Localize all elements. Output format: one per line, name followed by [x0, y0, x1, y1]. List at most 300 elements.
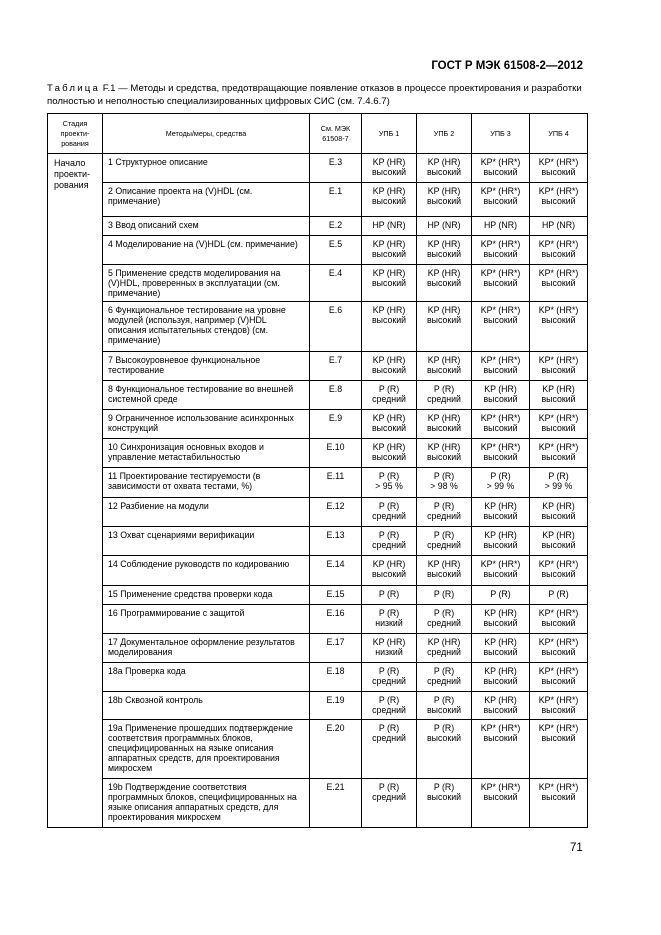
method-cell: 8 Функциональное тестирование во внешней системной среде	[103, 380, 310, 409]
effectiveness-value: высокий	[541, 791, 576, 802]
ref-cell: E.10	[310, 438, 362, 467]
stage-cell: Начало проекти-рования	[48, 154, 103, 828]
upb3-cell	[472, 604, 530, 633]
upb4-cell	[530, 217, 588, 236]
upb4-cell	[530, 555, 588, 585]
effectiveness-value: высокий	[426, 196, 462, 207]
effectiveness-value: высокий	[483, 791, 518, 802]
upb1-cell	[362, 585, 417, 604]
upb4-cell	[530, 691, 588, 719]
effectiveness-value: средний	[372, 704, 406, 715]
upb3-cell	[472, 633, 530, 662]
upb3-cell	[472, 154, 530, 183]
recommendation-value: KP* (HR*)	[538, 665, 579, 676]
recommendation-value: KP* (HR*)	[480, 781, 521, 792]
upb3-cell	[472, 691, 530, 719]
ref-cell: E.20	[310, 719, 362, 778]
upb3-cell	[472, 236, 530, 265]
recommendation-value: P (R)	[433, 529, 455, 540]
recommendation-value: HP (NR)	[541, 220, 576, 230]
header-ref: См. МЭК 61508-7	[310, 114, 362, 154]
effectiveness-value: низкий	[375, 617, 403, 628]
recommendation-value: P (R)	[378, 694, 400, 705]
table-row	[48, 526, 588, 555]
ref-cell: E.3	[310, 154, 362, 183]
effectiveness-value: > 99 %	[486, 480, 515, 491]
upb1-cell	[362, 183, 417, 217]
upb4-cell	[530, 662, 588, 691]
ref-cell: E.14	[310, 555, 362, 585]
effectiveness-value: высокий	[483, 510, 518, 521]
effectiveness-value: высокий	[541, 393, 576, 404]
recommendation-value: P (R)	[490, 470, 511, 481]
recommendation-value: HP (NR)	[427, 220, 461, 230]
effectiveness-value: высокий	[483, 451, 518, 462]
upb2-cell	[417, 555, 472, 585]
recommendation-value: KP (HR)	[372, 268, 406, 278]
recommendation-value: KP (HR)	[484, 383, 517, 394]
upb4-cell	[530, 409, 588, 438]
ref-cell: E.7	[310, 351, 362, 380]
effectiveness-value: средний	[372, 393, 406, 404]
effectiveness-value: высокий	[371, 364, 407, 375]
recommendation-value: P (R)	[378, 529, 400, 540]
recommendation-value: P (R)	[433, 694, 455, 705]
ref-cell: E.12	[310, 497, 362, 526]
recommendation-value: P (R)	[378, 470, 400, 481]
upb3-cell	[472, 217, 530, 236]
upb3-cell	[472, 585, 530, 604]
table-row	[48, 633, 588, 662]
method-cell: 11 Проектирование тестируемости (в зависимости от охвата тестами, %)	[103, 467, 310, 497]
effectiveness-value: средний	[427, 646, 461, 657]
upb3-cell	[472, 301, 530, 351]
effectiveness-value: средний	[427, 539, 461, 550]
effectiveness-value: высокий	[483, 617, 518, 628]
ref-cell: E.17	[310, 633, 362, 662]
recommendation-value: P (R)	[433, 781, 455, 792]
upb2-cell	[417, 265, 472, 302]
table-row	[48, 380, 588, 409]
recommendation-value: KP (HR)	[484, 529, 517, 540]
recommendation-value: P (R)	[433, 470, 455, 481]
upb3-cell	[472, 467, 530, 497]
table-row	[48, 467, 588, 497]
recommendation-value: KP (HR)	[372, 354, 406, 365]
recommendation-value: KP* (HR*)	[538, 354, 579, 365]
recommendation-value: KP (HR)	[484, 636, 517, 647]
recommendation-value: P (R)	[378, 588, 400, 599]
table-row	[48, 778, 588, 827]
recommendation-value: KP* (HR*)	[480, 412, 521, 423]
upb2-cell	[417, 217, 472, 236]
effectiveness-value: высокий	[426, 732, 462, 743]
effectiveness-value: средний	[372, 732, 406, 743]
upb1-cell	[362, 265, 417, 302]
recommendation-value: KP* (HR*)	[480, 304, 521, 315]
ref-cell: E.2	[310, 217, 362, 236]
upb1-cell	[362, 409, 417, 438]
ref-cell: E.13	[310, 526, 362, 555]
upb3-cell	[472, 438, 530, 467]
effectiveness-value: высокий	[483, 675, 518, 686]
upb2-cell	[417, 467, 472, 497]
method-cell: 16 Программирование с защитой	[103, 604, 310, 633]
recommendation-value: KP (HR)	[427, 239, 461, 249]
upb2-cell	[417, 691, 472, 719]
recommendation-value: KP* (HR*)	[538, 239, 579, 249]
upb2-cell	[417, 351, 472, 380]
effectiveness-value: высокий	[483, 539, 518, 550]
method-cell: 19b Подтверждение соответствия программных блоков, специфицированных на языке описания аппаратных средств, для проектирования микросхем	[103, 778, 310, 827]
recommendation-value: KP* (HR*)	[480, 558, 521, 569]
recommendation-value: KP (HR)	[484, 665, 517, 676]
upb2-cell	[417, 585, 472, 604]
effectiveness-value: высокий	[541, 704, 576, 715]
upb3-cell	[472, 183, 530, 217]
effectiveness-value: высокий	[541, 675, 576, 686]
upb1-cell	[362, 217, 417, 236]
effectiveness-value: высокий	[371, 451, 407, 462]
effectiveness-value: высокий	[426, 278, 462, 289]
ref-cell: E.19	[310, 691, 362, 719]
recommendation-value: KP* (HR*)	[538, 268, 579, 278]
upb1-cell	[362, 662, 417, 691]
effectiveness-value: высокий	[483, 646, 518, 657]
upb2-cell	[417, 633, 472, 662]
recommendation-value: P (R)	[378, 665, 400, 676]
effectiveness-value: высокий	[541, 539, 576, 550]
method-cell: 10 Синхронизация основных входов и управление метастабильностью	[103, 438, 310, 467]
effectiveness-value: низкий	[375, 646, 403, 657]
recommendation-value: KP (HR)	[372, 636, 406, 647]
upb2-cell	[417, 380, 472, 409]
recommendation-value: KP* (HR*)	[538, 636, 579, 647]
upb1-cell	[362, 351, 417, 380]
upb4-cell	[530, 778, 588, 827]
effectiveness-value: высокий	[483, 704, 518, 715]
recommendation-value: KP (HR)	[484, 694, 517, 705]
ref-cell: E.6	[310, 301, 362, 351]
effectiveness-value: высокий	[541, 646, 576, 657]
upb4-cell	[530, 236, 588, 265]
upb4-cell	[530, 585, 588, 604]
effectiveness-value: высокий	[541, 167, 576, 178]
effectiveness-value: высокий	[483, 249, 518, 260]
effectiveness-value: средний	[427, 675, 461, 686]
method-cell: 18b Сквозной контроль	[103, 691, 310, 719]
upb1-cell	[362, 438, 417, 467]
upb2-cell	[417, 438, 472, 467]
upb1-cell	[362, 691, 417, 719]
recommendation-value: P (R)	[548, 470, 569, 481]
recommendation-value: KP* (HR*)	[538, 694, 579, 705]
recommendation-value: KP* (HR*)	[480, 354, 521, 365]
upb2-cell	[417, 409, 472, 438]
recommendation-value: KP* (HR*)	[480, 239, 521, 249]
upb4-cell	[530, 526, 588, 555]
header-row	[48, 114, 588, 154]
header-upb2: УПБ 2	[417, 114, 472, 154]
effectiveness-value: средний	[372, 539, 406, 550]
table-row	[48, 719, 588, 778]
effectiveness-value: высокий	[541, 451, 576, 462]
method-cell: 3 Ввод описаний схем	[103, 217, 310, 236]
effectiveness-value: высокий	[371, 314, 407, 325]
recommendation-value: KP (HR)	[542, 383, 575, 394]
header-upb1: УПБ 1	[362, 114, 417, 154]
header-methods: Методы/меры, средства	[103, 114, 310, 154]
effectiveness-value: высокий	[541, 617, 576, 628]
recommendation-value: P (R)	[433, 722, 455, 733]
table-row	[48, 691, 588, 719]
method-cell: 17 Документальное оформление результатов моделирования	[103, 633, 310, 662]
table-row	[48, 662, 588, 691]
table-row	[48, 351, 588, 380]
effectiveness-value: высокий	[426, 791, 462, 802]
recommendation-value: KP (HR)	[372, 186, 406, 196]
ref-cell: E.1	[310, 183, 362, 217]
recommendation-value: HP (NR)	[372, 220, 406, 230]
upb1-cell	[362, 719, 417, 778]
ref-cell: E.8	[310, 380, 362, 409]
page-number: 71	[570, 842, 583, 854]
effectiveness-value: средний	[372, 675, 406, 686]
upb4-cell	[530, 719, 588, 778]
upb3-cell	[472, 265, 530, 302]
recommendation-value: P (R)	[433, 588, 455, 599]
recommendation-value: KP (HR)	[372, 441, 406, 452]
recommendation-value: KP* (HR*)	[538, 304, 579, 315]
recommendation-value: KP* (HR*)	[538, 607, 579, 618]
effectiveness-value: высокий	[426, 167, 462, 178]
ref-cell: E.15	[310, 585, 362, 604]
recommendation-value: KP* (HR*)	[538, 558, 579, 569]
recommendation-value: P (R)	[433, 665, 455, 676]
upb2-cell	[417, 719, 472, 778]
recommendation-value: KP (HR)	[372, 304, 406, 315]
upb3-cell	[472, 719, 530, 778]
method-cell: 4 Моделирование на (V)HDL (см. примечание)	[103, 236, 310, 265]
recommendation-value: KP (HR)	[484, 607, 517, 618]
recommendation-value: KP* (HR*)	[538, 722, 579, 733]
recommendation-value: KP* (HR*)	[538, 781, 579, 792]
effectiveness-value: высокий	[483, 196, 518, 207]
upb1-cell	[362, 236, 417, 265]
recommendation-value: KP* (HR*)	[538, 157, 579, 167]
upb1-cell	[362, 633, 417, 662]
upb3-cell	[472, 662, 530, 691]
recommendation-value: P (R)	[378, 500, 400, 511]
recommendation-value: KP (HR)	[427, 186, 461, 196]
method-cell: 13 Охват сценариями верификации	[103, 526, 310, 555]
ref-cell: E.11	[310, 467, 362, 497]
recommendation-value: KP (HR)	[484, 500, 517, 511]
effectiveness-value: высокий	[371, 249, 407, 260]
upb4-cell	[530, 183, 588, 217]
effectiveness-value: высокий	[426, 422, 462, 433]
recommendation-value: P (R)	[378, 607, 400, 618]
recommendation-value: KP (HR)	[427, 441, 461, 452]
recommendation-value: P (R)	[378, 722, 400, 733]
upb1-cell	[362, 301, 417, 351]
effectiveness-value: высокий	[541, 732, 576, 743]
effectiveness-value: высокий	[483, 314, 518, 325]
effectiveness-value: высокий	[483, 393, 518, 404]
recommendation-value: KP (HR)	[372, 558, 406, 569]
effectiveness-value: высокий	[483, 422, 518, 433]
recommendation-value: KP (HR)	[542, 529, 575, 540]
caption-label: Таблица	[47, 83, 101, 94]
effectiveness-value: средний	[427, 393, 461, 404]
effectiveness-value: высокий	[371, 422, 407, 433]
upb2-cell	[417, 778, 472, 827]
effectiveness-value: высокий	[541, 249, 576, 260]
effectiveness-value: высокий	[426, 451, 462, 462]
method-cell: 12 Разбиение на модули	[103, 497, 310, 526]
recommendation-value: KP* (HR*)	[480, 722, 521, 733]
table-row	[48, 497, 588, 526]
ref-cell: E.21	[310, 778, 362, 827]
effectiveness-value: высокий	[541, 422, 576, 433]
method-cell: 6 Функциональное тестирование на уровне модулей (используя, например (V)HDL описания испытательных стендов) (см. примечание)	[103, 301, 310, 351]
upb2-cell	[417, 497, 472, 526]
effectiveness-value: средний	[372, 791, 406, 802]
header-upb4: УПБ 4	[530, 114, 588, 154]
recommendation-value: KP (HR)	[372, 157, 406, 167]
recommendation-value: P (R)	[433, 500, 455, 511]
ref-cell: E.16	[310, 604, 362, 633]
table-row	[48, 301, 588, 351]
upb1-cell	[362, 555, 417, 585]
upb2-cell	[417, 526, 472, 555]
upb2-cell	[417, 301, 472, 351]
upb3-cell	[472, 778, 530, 827]
method-cell: 9 Ограниченное использование асинхронных конструкций	[103, 409, 310, 438]
ref-cell: E.18	[310, 662, 362, 691]
recommendation-value: KP (HR)	[542, 500, 575, 511]
upb4-cell	[530, 154, 588, 183]
recommendation-value: HP (NR)	[483, 220, 518, 230]
effectiveness-value: высокий	[371, 196, 407, 207]
recommendation-value: P (R)	[490, 588, 511, 599]
recommendation-value: KP (HR)	[427, 268, 461, 278]
recommendation-value: KP (HR)	[427, 558, 461, 569]
effectiveness-value: высокий	[483, 732, 518, 743]
upb4-cell	[530, 604, 588, 633]
upb4-cell	[530, 467, 588, 497]
method-cell: 7 Высокоуровневое функциональное тестирование	[103, 351, 310, 380]
method-cell: 19a Применение прошедших подтверждение соответствия программных блоков, специфицированных на языке описания аппаратных средств, для проектирования микросхем	[103, 719, 310, 778]
table-row	[48, 585, 588, 604]
upb1-cell	[362, 526, 417, 555]
recommendation-value: KP* (HR*)	[480, 157, 521, 167]
method-cell: 18a Проверка кода	[103, 662, 310, 691]
upb4-cell	[530, 633, 588, 662]
recommendation-value: P (R)	[378, 383, 400, 394]
upb3-cell	[472, 351, 530, 380]
recommendation-value: P (R)	[433, 383, 455, 394]
effectiveness-value: высокий	[426, 249, 462, 260]
effectiveness-value: высокий	[541, 278, 576, 289]
upb4-cell	[530, 438, 588, 467]
table-row	[48, 217, 588, 236]
table-row	[48, 604, 588, 633]
upb4-cell	[530, 265, 588, 302]
method-cell: 14 Соблюдение руководств по кодированию	[103, 555, 310, 585]
recommendation-value: P (R)	[433, 607, 455, 618]
upb3-cell	[472, 497, 530, 526]
effectiveness-value: высокий	[483, 364, 518, 375]
effectiveness-value: средний	[372, 510, 406, 521]
upb3-cell	[472, 380, 530, 409]
recommendation-value: P (R)	[378, 781, 400, 792]
recommendation-value: KP (HR)	[427, 354, 461, 365]
upb1-cell	[362, 604, 417, 633]
recommendation-value: KP (HR)	[427, 157, 461, 167]
recommendation-value: KP (HR)	[372, 239, 406, 249]
upb1-cell	[362, 778, 417, 827]
effectiveness-value: высокий	[483, 278, 518, 289]
effectiveness-value: средний	[427, 510, 461, 521]
upb2-cell	[417, 662, 472, 691]
effectiveness-value: высокий	[371, 167, 407, 178]
effectiveness-value: высокий	[541, 196, 576, 207]
table-row	[48, 409, 588, 438]
method-cell: 5 Применение средств моделирования на (V)HDL, проверенных в эксплуатации (см. примечание)	[103, 265, 310, 302]
standard-header: ГОСТ Р МЭК 61508-2—2012	[431, 60, 583, 72]
methods-table	[47, 113, 588, 828]
upb1-cell	[362, 467, 417, 497]
effectiveness-value: средний	[427, 617, 461, 628]
upb4-cell	[530, 351, 588, 380]
upb1-cell	[362, 380, 417, 409]
recommendation-value: KP* (HR*)	[538, 441, 579, 452]
effectiveness-value: высокий	[371, 568, 407, 579]
effectiveness-value: высокий	[426, 704, 462, 715]
table-row	[48, 154, 588, 183]
upb1-cell	[362, 497, 417, 526]
recommendation-value: KP* (HR*)	[480, 268, 521, 278]
recommendation-value: KP* (HR*)	[538, 186, 579, 196]
method-cell: 2 Описание проекта на (V)HDL (см. примечание)	[103, 183, 310, 217]
header-stage: Стадия проекти-рования	[48, 114, 103, 154]
upb2-cell	[417, 154, 472, 183]
table-caption	[47, 83, 583, 108]
upb4-cell	[530, 301, 588, 351]
caption-text: F.1 — Методы и средства, предотвращающие появление отказов в процессе проектирования и разработки полностью и неполностью специализированных цифровых СИС (см. 7.4.6.7)	[47, 83, 582, 107]
upb3-cell	[472, 555, 530, 585]
upb3-cell	[472, 409, 530, 438]
upb2-cell	[417, 236, 472, 265]
method-cell: 1 Структурное описание	[103, 154, 310, 183]
recommendation-value: KP (HR)	[427, 412, 461, 423]
recommendation-value: P (R)	[548, 588, 569, 599]
recommendation-value: KP* (HR*)	[480, 441, 521, 452]
recommendation-value: KP (HR)	[427, 304, 461, 315]
ref-cell: E.9	[310, 409, 362, 438]
recommendation-value: KP (HR)	[372, 412, 406, 423]
effectiveness-value: > 99 %	[544, 480, 573, 491]
effectiveness-value: высокий	[541, 314, 576, 325]
upb1-cell	[362, 154, 417, 183]
effectiveness-value: высокий	[426, 568, 462, 579]
effectiveness-value: > 98 %	[430, 480, 458, 491]
upb2-cell	[417, 604, 472, 633]
upb3-cell	[472, 526, 530, 555]
effectiveness-value: высокий	[541, 364, 576, 375]
upb4-cell	[530, 380, 588, 409]
